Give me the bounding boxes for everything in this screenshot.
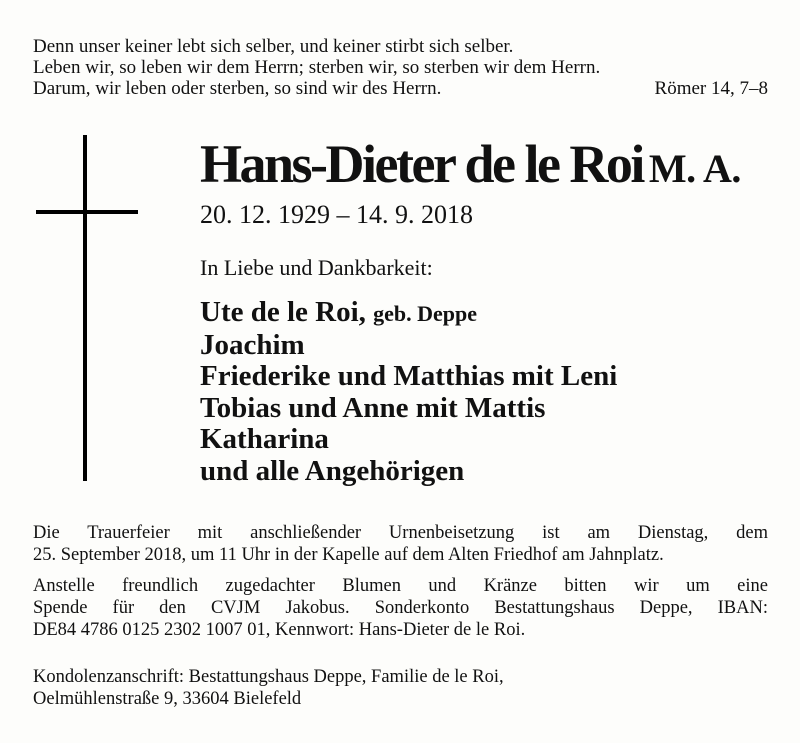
verse-line-1: Denn unser keiner lebt sich selber, und keiner stirbt sich selber. <box>33 36 514 57</box>
academic-title: M. A. <box>648 146 741 191</box>
funeral-line-2: 25. September 2018, um 11 Uhr in der Kapelle auf dem Alten Friedhof am Jahnplatz. <box>33 545 664 565</box>
deceased-name: Hans-Dieter de le Roi <box>200 134 643 194</box>
donation-line-2: Spende für den CVJM Jakobus. Sonderkonto Bestattungshaus Deppe, IBAN: <box>33 598 768 618</box>
donation-line-1: Anstelle freundlich zugedachter Blumen und Kränze bitten wir um eine <box>33 576 768 596</box>
life-dates: 20. 12. 1929 – 14. 9. 2018 <box>200 200 473 229</box>
condolence-address <box>33 666 768 710</box>
funeral-info <box>33 522 768 566</box>
verse-line-2: Leben wir, so leben wir dem Herrn; sterben wir, so sterben wir dem Herrn. <box>33 57 601 78</box>
mourner-item: Tobias und Anne mit Mattis <box>200 391 546 424</box>
cross-horizontal-bar <box>36 210 138 214</box>
mourners-intro: In Liebe und Dankbarkeit: <box>200 255 433 280</box>
condolence-line-1: Kondolenzanschrift: Bestattungshaus Deppe, Familie de le Roi, <box>33 667 504 687</box>
maiden-name-note: geb. Deppe <box>373 301 478 326</box>
mourner-item: Katharina <box>200 423 329 455</box>
verse-line-3: Darum, wir leben oder sterben, so sind wir des Herrn. <box>33 78 442 99</box>
deceased-name-heading <box>200 133 741 195</box>
mourners-list <box>200 297 617 487</box>
funeral-line-1: Die Trauerfeier mit anschließender Urnenbeisetzung ist am Dienstag, dem <box>33 523 768 543</box>
condolence-line-2: Oelmühlenstraße 9, 33604 Bielefeld <box>33 689 302 709</box>
donation-info <box>33 575 768 641</box>
donation-line-3: DE84 4786 0125 2302 1007 01, Kennwort: Hans-Dieter de le Roi. <box>33 620 526 640</box>
mourner-item: Friederike und Matthias mit Leni <box>200 360 618 392</box>
mourner-item: Joachim <box>200 328 305 361</box>
mourner-item: und alle Angehörigen <box>200 454 465 487</box>
bible-verse <box>33 36 768 99</box>
mourner-item <box>200 297 617 330</box>
mourner-name: Ute de le Roi, <box>200 296 366 328</box>
verse-reference: Römer 14, 7–8 <box>654 78 768 99</box>
cross-vertical-bar <box>83 135 87 481</box>
